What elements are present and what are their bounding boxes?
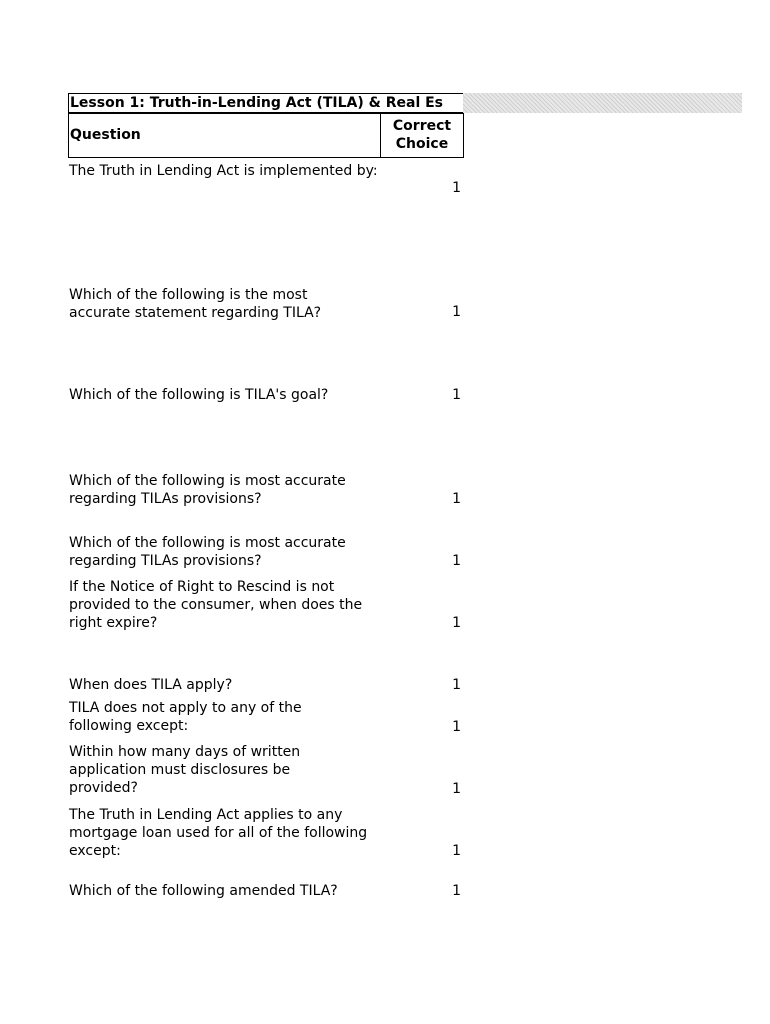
question-text-6: If the Notice of Right to Rescind is not provided to the consumer, when does the right expire? [69,579,363,631]
question-text-2: Which of the following is the most accurate statement regarding TILA? [69,287,322,321]
correct-choice-9: 1 [452,781,461,797]
question-text-11: Which of the following amended TILA? [69,883,338,899]
correct-choice-8: 1 [452,719,461,735]
question-text-4: Which of the following is most accurate regarding TILAs provisions? [69,473,346,507]
table-header [68,113,464,158]
question-text-7: When does TILA apply? [69,677,233,693]
correct-choice-10: 1 [452,843,461,859]
correct-choice-column-header [381,117,463,153]
correct-choice-1: 1 [452,180,461,196]
correct-choice-7: 1 [452,677,461,693]
correct-choice-6: 1 [452,615,461,631]
correct-choice-11: 1 [452,883,461,899]
question-column-header: Question [70,127,141,143]
correct-choice-header-line1: Correct [392,118,452,134]
question-text-9: Within how many days of written application must disclosures be provided? [69,744,301,796]
correct-choice-3: 1 [452,387,461,403]
correct-choice-2: 1 [452,304,461,320]
correct-choice-5: 1 [452,553,461,569]
question-text-3: Which of the following is TILA's goal? [69,387,329,403]
correct-choice-header-line2: Choice [395,136,449,152]
question-text-10: The Truth in Lending Act applies to any mortgage loan used for all of the following except: [69,807,368,859]
question-text-1: The Truth in Lending Act is implemented by: [69,163,378,179]
sheet-title: Lesson 1: Truth-in-Lending Act (TILA) & Real Es [68,93,463,113]
correct-choice-4: 1 [452,491,461,507]
title-band-fill [463,93,742,113]
question-text-8: TILA does not apply to any of the following except: [69,700,302,734]
question-text-5: Which of the following is most accurate regarding TILAs provisions? [69,535,346,569]
